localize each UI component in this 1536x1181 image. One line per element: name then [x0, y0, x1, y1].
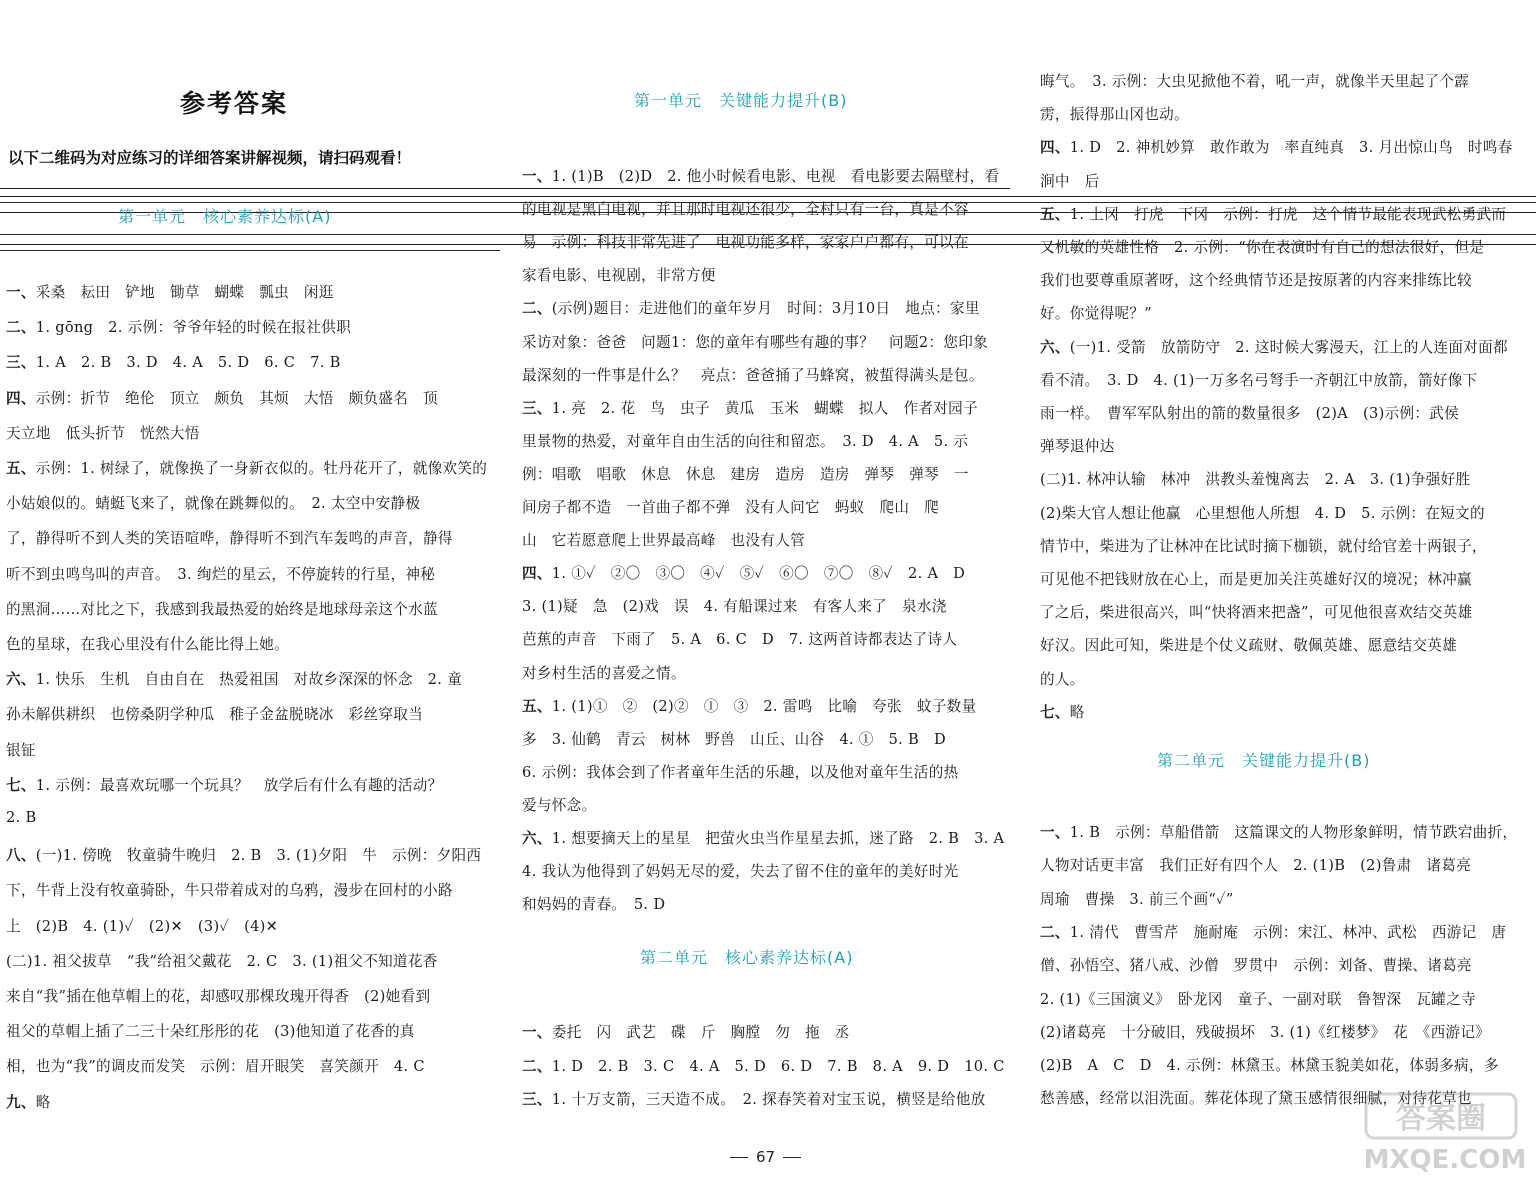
answer-line: 人物对话更丰富 我们正好有四个人 2. (1)B (2)鲁肃 诸葛亮: [1040, 857, 1472, 875]
answer-line: 雨一样。 曹军军队射出的箭的数量很多 (2)A (3)示例：武侯: [1040, 405, 1460, 422]
rule-line: [0, 196, 1536, 197]
answer-line: 四、示例：折节 绝伦 顶立 颇负 其烦 大悟 颇负盛名 顶: [6, 389, 438, 407]
answer-line: 孙未解供耕织 也傍桑阴学种瓜 稚子金盆脱晓冰 彩丝穿取当: [6, 706, 424, 724]
answer-line: (二)1. 林冲认输 林冲 洪教头羞愧离去 2. A 3. (1)争强好胜: [1040, 471, 1471, 489]
answer-line: 里景物的热爱，对童年自由生活的向往和留恋。 3. D 4. A 5. 示: [522, 432, 969, 450]
answer-line: (二)1. 祖父拔草 “我”给祖父戴花 2. C 3. (1)祖父不知道花香: [6, 952, 438, 970]
answer-line: 间房子都不造 一首曲子都不弹 没有人问它 蚂蚁 爬山 爬: [522, 499, 940, 516]
answer-line: 愁善感，经常以泪洗面。葬花体现了黛玉感情很细腻，对待花草也: [1040, 1090, 1472, 1108]
answer-line: 下，牛背上没有牧童骑卧，牛只带着成对的乌鸦，漫步在回村的小路: [6, 882, 453, 900]
answer-line: 三、1. 亮 2. 花 鸟 虫子 黄瓜 玉米 蝴蝶 拟人 作者对园子: [522, 399, 978, 417]
answer-line: 采访对象：爸爸 问题1：您的童年有哪些有趣的事？ 问题2：您印象: [522, 333, 988, 351]
answer-line: 二、1. D 2. B 3. C 4. A 5. D 6. D 7. B 8. A 9. D 10. C: [522, 1057, 1005, 1075]
answer-line: 2. (1)《三国演义》 卧龙冈 童子、一副对联 鲁智深 瓦罐之寺: [1040, 990, 1476, 1008]
answer-line: (2)柴大官人想让他赢 心里想他人所想 4. D 5. 示例：在短文的: [1040, 504, 1485, 522]
qr-code-note: 以下二维码为对应练习的详细答案讲解视频，请扫码观看！: [8, 149, 412, 167]
answer-line: 多 3. 仙鹤 青云 树林 野兽 山丘、山谷 4. ① 5. B D: [522, 730, 946, 748]
rule-line: [0, 250, 500, 251]
section-heading-unit1-a: 第一单元 核心素养达标(A): [118, 207, 332, 226]
answer-line: 好。你觉得呢？”: [1040, 305, 1153, 323]
answer-line: 看不清。 3. D 4. (1)一万多名弓弩手一齐朝江中放箭，箭好像下: [1040, 371, 1478, 389]
section-heading-unit2-b: 第二单元 关键能力提升(B): [1157, 751, 1371, 770]
answer-line: (2)B A C D 4. 示例：林黛玉。林黛玉貌美如花，体弱多病，多: [1040, 1057, 1499, 1075]
answer-line: 七、1. 示例：最喜欢玩哪一个玩具？ 放学后有什么有趣的活动？: [6, 776, 443, 794]
answer-line: 六、(一)1. 受箭 放箭防守 2. 这时候大雾漫天，江上的人连面对面都: [1040, 338, 1508, 356]
answer-line: 相，也为“我”的调皮而发笑 示例：眉开眼笑 喜笑颜开 4. C: [6, 1058, 425, 1076]
answer-line: 周瑜 曹操 3. 前三个画“✓”: [1040, 890, 1234, 908]
answer-line: 3. (1)疑 急 (2)戏 误 4. 有船课过来 有客人来了 泉水浇: [522, 598, 947, 616]
answer-line: 一、1. (1)B (2)D 2. 他小时候看电影、电视 看电影要去隔壁村，看: [522, 168, 1000, 185]
answer-line: 的人。: [1040, 670, 1085, 688]
answer-line: 雳，振得那山冈也动。: [1040, 106, 1189, 124]
answer-line: 又机敏的英雄性格 2. 示例：“你在表演时有自己的想法很好，但是: [1040, 239, 1485, 256]
answer-line: 对乡村生活的喜爱之情。: [522, 664, 686, 682]
answer-line: 爱与怀念。: [522, 796, 597, 814]
answer-line: 山 它若愿意爬上世界最高峰 也没有人管: [522, 532, 805, 550]
answer-line: (2)诸葛亮 十分破旧，残破损坏 3. (1)《红楼梦》 花 《西游记》: [1040, 1023, 1491, 1041]
answer-line: 听不到虫鸣鸟叫的声音。 3. 绚烂的星云，不停旋转的行星，神秘: [6, 565, 436, 583]
section-heading-unit1-b: 第一单元 关键能力提升(B): [634, 91, 848, 110]
answer-line: 二、(示例)题目：走进他们的童年岁月 时间：3月10日 地点：家里: [522, 300, 980, 318]
answer-line: 6. 示例：我体会到了作者童年生活的乐趣，以及他对童年生活的热: [522, 763, 959, 781]
answer-line: 四、1. ①✓ ②〇 ③〇 ④✓ ⑤✓ ⑥〇 ⑦〇 ⑧✓ 2. A D: [522, 565, 966, 583]
watermark-logo-text: 答案圈: [1396, 1101, 1486, 1136]
rule-line: [0, 188, 1010, 189]
answer-line: 涧中 后: [1040, 172, 1100, 190]
answer-line: 的电视是黑白电视，并且那时电视还很少，全村只有一台，真是不容: [522, 201, 969, 219]
answer-line: 我们也要尊重原著呀，这个经典情节还是按原著的内容来排练比较: [1040, 272, 1472, 290]
answer-line: 六、1. 想要摘天上的星星 把萤火虫当作星星去抓，迷了路 2. B 3. A: [522, 830, 1005, 847]
answer-line: 银钲: [6, 741, 36, 759]
answer-line: 二、1. 清代 曹雪芹 施耐庵 示例：宋江、林冲、武松 西游记 唐: [1040, 923, 1507, 941]
answer-line: 二、1. gōng 2. 示例：爷爷年轻的时候在报社供职: [6, 319, 352, 337]
answer-line: 四、1. D 2. 神机妙算 敢作敢为 率直纯真 3. 月出惊山鸟 时鸣春: [1040, 139, 1513, 157]
answer-line: 小姑娘似的。蜻蜓飞来了，就像在跳舞似的。 2. 太空中安静极: [6, 495, 421, 513]
answer-line: 僧、孙悟空、猪八戒、沙僧 罗贯中 示例：刘备、曹操、诸葛亮: [1040, 957, 1472, 975]
answer-line: 三、1. 十万支箭，三天造不成。 2. 探春笑着对宝玉说，横竖是给他放: [522, 1091, 986, 1108]
answer-line: 五、1. 上冈 打虎 下冈 示例：打虎 这个情节最能表现武松勇武而: [1040, 205, 1507, 223]
watermark-logo: [1360, 1090, 1530, 1176]
answer-line: 来自“我”插在他草帽上的花，却感叹那棵玫瑰开得香 (2)她看到: [6, 988, 431, 1005]
answer-line: 七、略: [1040, 703, 1085, 721]
answer-line: 例：唱歌 唱歌 休息 休息 建房 造房 造房 弹琴 弹琴 一: [522, 465, 969, 483]
answer-line: 上 (2)B 4. (1)✓ (2)✕ (3)✓ (4)✕: [6, 917, 279, 935]
answer-line: 易 示例：科技非常先进了 电视功能多样，家家户户都有，可以在: [522, 234, 969, 252]
answer-line: 一、采桑 耘田 铲地 锄草 蝴蝶 瓢虫 闲逛: [6, 284, 334, 301]
answer-line: 最深刻的一件事是什么？ 亮点：爸爸捅了马蜂窝，被蜇得满头是包。: [522, 366, 984, 384]
section-heading-unit2-a: 第二单元 核心素养达标(A): [640, 948, 854, 967]
answer-line: 六、1. 快乐 生机 自由自在 热爱祖国 对故乡深深的怀念 2. 童: [6, 671, 462, 689]
page-number-text: 67: [756, 1148, 776, 1166]
answer-line: 晦气。 3. 示例：大虫见掀他不着，吼一声，就像半天里起了个霹: [1040, 73, 1470, 90]
answer-line: 九、略: [6, 1093, 51, 1111]
answer-line: 祖父的草帽上插了二三十朵红彤彤的花 (3)他知道了花香的真: [6, 1023, 415, 1041]
answer-line: 芭蕉的声音 下雨了 5. A 6. C D 7. 这两首诗都表达了诗人: [522, 631, 958, 649]
answer-line: 天立地 低头折节 恍然大悟: [6, 424, 200, 442]
answer-line: 了，静得听不到人类的笑语喧哗，静得听不到汽车轰鸣的声音，静得: [6, 530, 453, 548]
answer-line: 情节中，柴进为了让林冲在比试时摘下枷锁，就付给官差十两银子，: [1040, 537, 1487, 555]
answer-line: 弹琴退仲达: [1040, 438, 1115, 456]
answer-line: 的黑洞……对比之下，我感到我最热爱的始终是地球母亲这个水蓝: [6, 600, 438, 618]
answer-line: 2. B: [6, 809, 37, 826]
answer-line: 可见他不把钱财放在心上，而是更加关注英雄好汉的境况；林冲赢: [1040, 571, 1472, 588]
page-title: 参考答案: [180, 89, 289, 118]
answer-line: 一、委托 闪 武艺 碟 斤 胸膛 勿 拖 丞: [522, 1024, 850, 1041]
answer-line: 和妈妈的青春。 5. D: [522, 896, 666, 914]
answer-line: 五、示例：1. 树绿了，就像换了一身新衣似的。牡丹花开了，就像欢笑的: [6, 460, 488, 477]
answer-line: 家看电影、电视剧，非常方便: [522, 267, 716, 285]
answer-line: 五、1. (1)① ② (2)② ① ③ 2. 雷鸣 比喻 夸张 蚊子数量: [522, 697, 977, 715]
answer-line: 好汉。因此可知，柴进是个仗义疏财、敬佩英雄、愿意结交英雄: [1040, 637, 1458, 655]
answer-line: 三、1. A 2. B 3. D 4. A 5. D 6. C 7. B: [6, 354, 341, 372]
answer-line: 一、1. B 示例：草船借箭 这篇课文的人物形象鲜明，情节跌宕曲折，: [1040, 824, 1518, 841]
watermark-site-text: MXQE.COM: [1363, 1145, 1527, 1175]
answer-line: 八、(一)1. 傍晚 牧童骑牛晚归 2. B 3. (1)夕阳 牛 示例：夕阳西: [6, 847, 482, 865]
answer-line: 4. 我认为他得到了妈妈无尽的爱，失去了留不住的童年的美好时光: [522, 863, 959, 881]
answer-line: 色的星球，在我心里没有什么能比得上她。: [6, 636, 289, 653]
page-number: [722, 1148, 809, 1166]
answer-line: 了之后，柴进很高兴，叫“快将酒来把盏”，可见他很喜欢结交英雄: [1040, 604, 1473, 622]
